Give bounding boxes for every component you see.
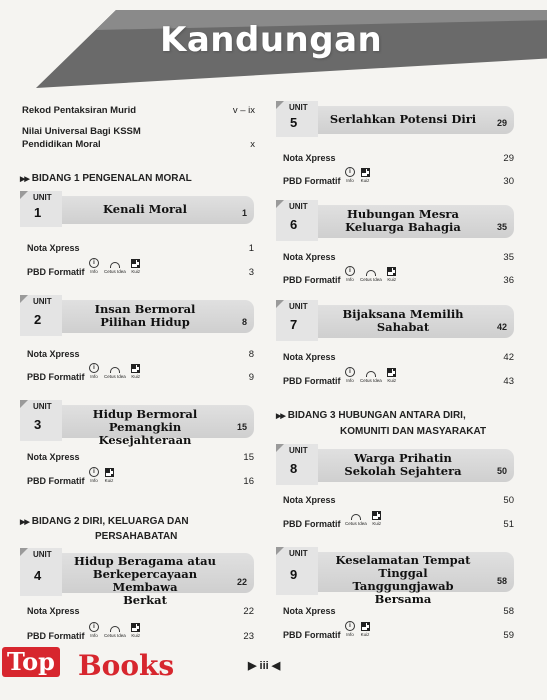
- pbd-formatif-page: 16: [243, 476, 254, 487]
- unit-header: [20, 193, 254, 224]
- headphones-icon: Cetus Idea: [345, 510, 367, 526]
- unit-number: 8: [290, 461, 298, 476]
- unit-header: [276, 549, 514, 606]
- bidang-heading-line2: KOMUNITI DAN MASYARAKAT: [340, 426, 487, 437]
- qr-code-icon: Kuiz: [104, 467, 114, 483]
- unit-page: 8: [241, 317, 247, 327]
- headphones-icon: Cetus Idea: [360, 367, 382, 383]
- headphones-icon: Cetus Idea: [104, 258, 126, 274]
- unit-number: 5: [290, 115, 298, 130]
- unit-header: [276, 302, 514, 338]
- unit-label: UNIT: [33, 402, 52, 411]
- bidang-heading: ▶▶ BIDANG 2 DIRI, KELUARGA DAN: [20, 516, 189, 527]
- qr-code-icon: Kuiz: [360, 621, 370, 637]
- info-icon: i Info: [90, 469, 98, 483]
- pbd-formatif-label: PBD Formatif: [283, 176, 341, 186]
- unit-label: UNIT: [33, 297, 52, 306]
- front-item-page: v – ix: [232, 105, 255, 116]
- unit-number: 4: [34, 568, 42, 583]
- pbd-formatif-page: 30: [503, 176, 514, 187]
- info-icon: i Info: [346, 369, 354, 383]
- unit-number: 7: [290, 317, 298, 332]
- info-icon: i Info: [90, 260, 98, 274]
- nota-xpress-page: 50: [503, 495, 514, 506]
- unit-page: 29: [496, 118, 507, 128]
- pbd-formatif-label: PBD Formatif: [283, 275, 341, 285]
- unit-label: UNIT: [289, 202, 308, 211]
- unit-page: 1: [241, 208, 247, 218]
- unit-title: Keselamatan Tempat Tinggal Tanggungjawab Bersama: [335, 553, 471, 606]
- pbd-formatif-label: PBD Formatif: [27, 631, 85, 641]
- qr-code-icon: Kuiz: [131, 258, 141, 274]
- nota-xpress-label: Nota Xpress: [27, 349, 80, 359]
- front-item-label: Nilai Universal Bagi KSSM: [22, 126, 141, 137]
- pbd-formatif-page: 43: [503, 376, 514, 387]
- unit-header: [276, 202, 514, 238]
- pbd-formatif-label: PBD Formatif: [283, 519, 341, 529]
- publisher-logo: [0, 645, 180, 685]
- pbd-formatif-page: 51: [503, 519, 514, 530]
- unit-label: UNIT: [289, 302, 308, 311]
- front-item-label: Pendidikan Moral: [22, 139, 101, 150]
- unit-title: Insan Bermoral Pilihan Hidup: [94, 302, 196, 329]
- logo-books: Books: [78, 649, 175, 682]
- unit-page: 58: [496, 576, 507, 586]
- unit-title: Hidup Beragama atau Berkepercayaan Membawa Berkat: [74, 554, 216, 607]
- logo-top: Top: [2, 647, 60, 677]
- headphones-icon: Cetus Idea: [360, 266, 382, 282]
- unit-header: [20, 402, 254, 447]
- qr-code-icon: Kuiz: [131, 363, 141, 379]
- front-item-label: Rekod Pentaksiran Murid: [22, 105, 137, 116]
- nota-xpress-page: 29: [503, 153, 514, 164]
- bidang-heading-line2: PERSAHABATAN: [95, 531, 178, 542]
- unit-number: 6: [290, 217, 298, 232]
- unit-header: [20, 550, 254, 607]
- front-item-page: x: [250, 139, 255, 150]
- unit-title: Kenali Moral: [103, 202, 187, 216]
- nota-xpress-page: 58: [503, 606, 514, 617]
- unit-number: 2: [34, 312, 42, 327]
- nota-xpress-page: 35: [503, 252, 514, 263]
- unit-label: UNIT: [289, 446, 308, 455]
- unit-page: 15: [236, 422, 247, 432]
- info-icon: i Info: [90, 365, 98, 379]
- qr-code-icon: Kuiz: [372, 510, 382, 526]
- unit-page: 35: [496, 222, 507, 232]
- unit-label: UNIT: [289, 549, 308, 558]
- pbd-formatif-page: 3: [248, 267, 254, 278]
- pbd-formatif-page: 59: [503, 630, 514, 641]
- nota-xpress-label: Nota Xpress: [283, 352, 336, 362]
- unit-label: UNIT: [33, 193, 52, 202]
- unit-page: 50: [496, 466, 507, 476]
- unit-label: UNIT: [33, 550, 52, 559]
- unit-number: 1: [34, 205, 42, 220]
- nota-xpress-label: Nota Xpress: [283, 495, 336, 505]
- bidang-heading: ▶▶ BIDANG 3 HUBUNGAN ANTARA DIRI,: [276, 410, 466, 421]
- nota-xpress-label: Nota Xpress: [283, 153, 336, 163]
- unit-header: [20, 297, 254, 333]
- pbd-formatif-page: 9: [248, 372, 254, 383]
- pbd-formatif-label: PBD Formatif: [27, 267, 85, 277]
- qr-code-icon: Kuiz: [387, 266, 397, 282]
- qr-code-icon: Kuiz: [360, 167, 370, 183]
- unit-page: 42: [496, 322, 507, 332]
- nota-xpress-page: 22: [243, 606, 254, 617]
- nota-xpress-label: Nota Xpress: [27, 452, 80, 462]
- pbd-formatif-label: PBD Formatif: [283, 376, 341, 386]
- nota-xpress-label: Nota Xpress: [283, 606, 336, 616]
- unit-number: 3: [34, 417, 42, 432]
- page-number: ▶ iii ◀: [248, 660, 281, 672]
- pbd-formatif-label: PBD Formatif: [27, 476, 85, 486]
- unit-title: Hidup Bermoral Pemangkin Kesejahteraan: [92, 407, 198, 447]
- qr-code-icon: Kuiz: [387, 367, 397, 383]
- unit-header: [276, 103, 514, 134]
- qr-code-icon: Kuiz: [131, 622, 141, 638]
- unit-title: Hubungan Mesra Keluarga Bahagia: [345, 207, 461, 234]
- unit-title: Warga Prihatin Sekolah Sejahtera: [344, 451, 462, 478]
- unit-header: [276, 446, 514, 482]
- unit-page: 22: [236, 577, 247, 587]
- nota-xpress-page: 15: [243, 452, 254, 463]
- pbd-formatif-label: PBD Formatif: [283, 630, 341, 640]
- headphones-icon: Cetus Idea: [104, 363, 126, 379]
- info-icon: i Info: [90, 624, 98, 638]
- pbd-formatif-label: PBD Formatif: [27, 372, 85, 382]
- unit-title: Serlahkan Potensi Diri: [329, 112, 477, 126]
- headphones-icon: Cetus Idea: [104, 622, 126, 638]
- info-icon: i Info: [346, 268, 354, 282]
- nota-xpress-label: Nota Xpress: [27, 606, 80, 616]
- info-icon: i Info: [346, 169, 354, 183]
- nota-xpress-page: 42: [503, 352, 514, 363]
- info-icon: i Info: [346, 623, 354, 637]
- unit-label: UNIT: [289, 103, 308, 112]
- unit-title: Bijaksana Memilih Sahabat: [342, 307, 464, 334]
- unit-number: 9: [290, 567, 298, 582]
- nota-xpress-label: Nota Xpress: [283, 252, 336, 262]
- pbd-formatif-page: 23: [243, 631, 254, 642]
- nota-xpress-page: 8: [248, 349, 254, 360]
- nota-xpress-label: Nota Xpress: [27, 243, 80, 253]
- nota-xpress-page: 1: [248, 243, 254, 254]
- bidang-heading: ▶▶ BIDANG 1 PENGENALAN MORAL: [20, 173, 192, 184]
- page-title: Kandungan: [160, 20, 383, 60]
- pbd-formatif-page: 36: [503, 275, 514, 286]
